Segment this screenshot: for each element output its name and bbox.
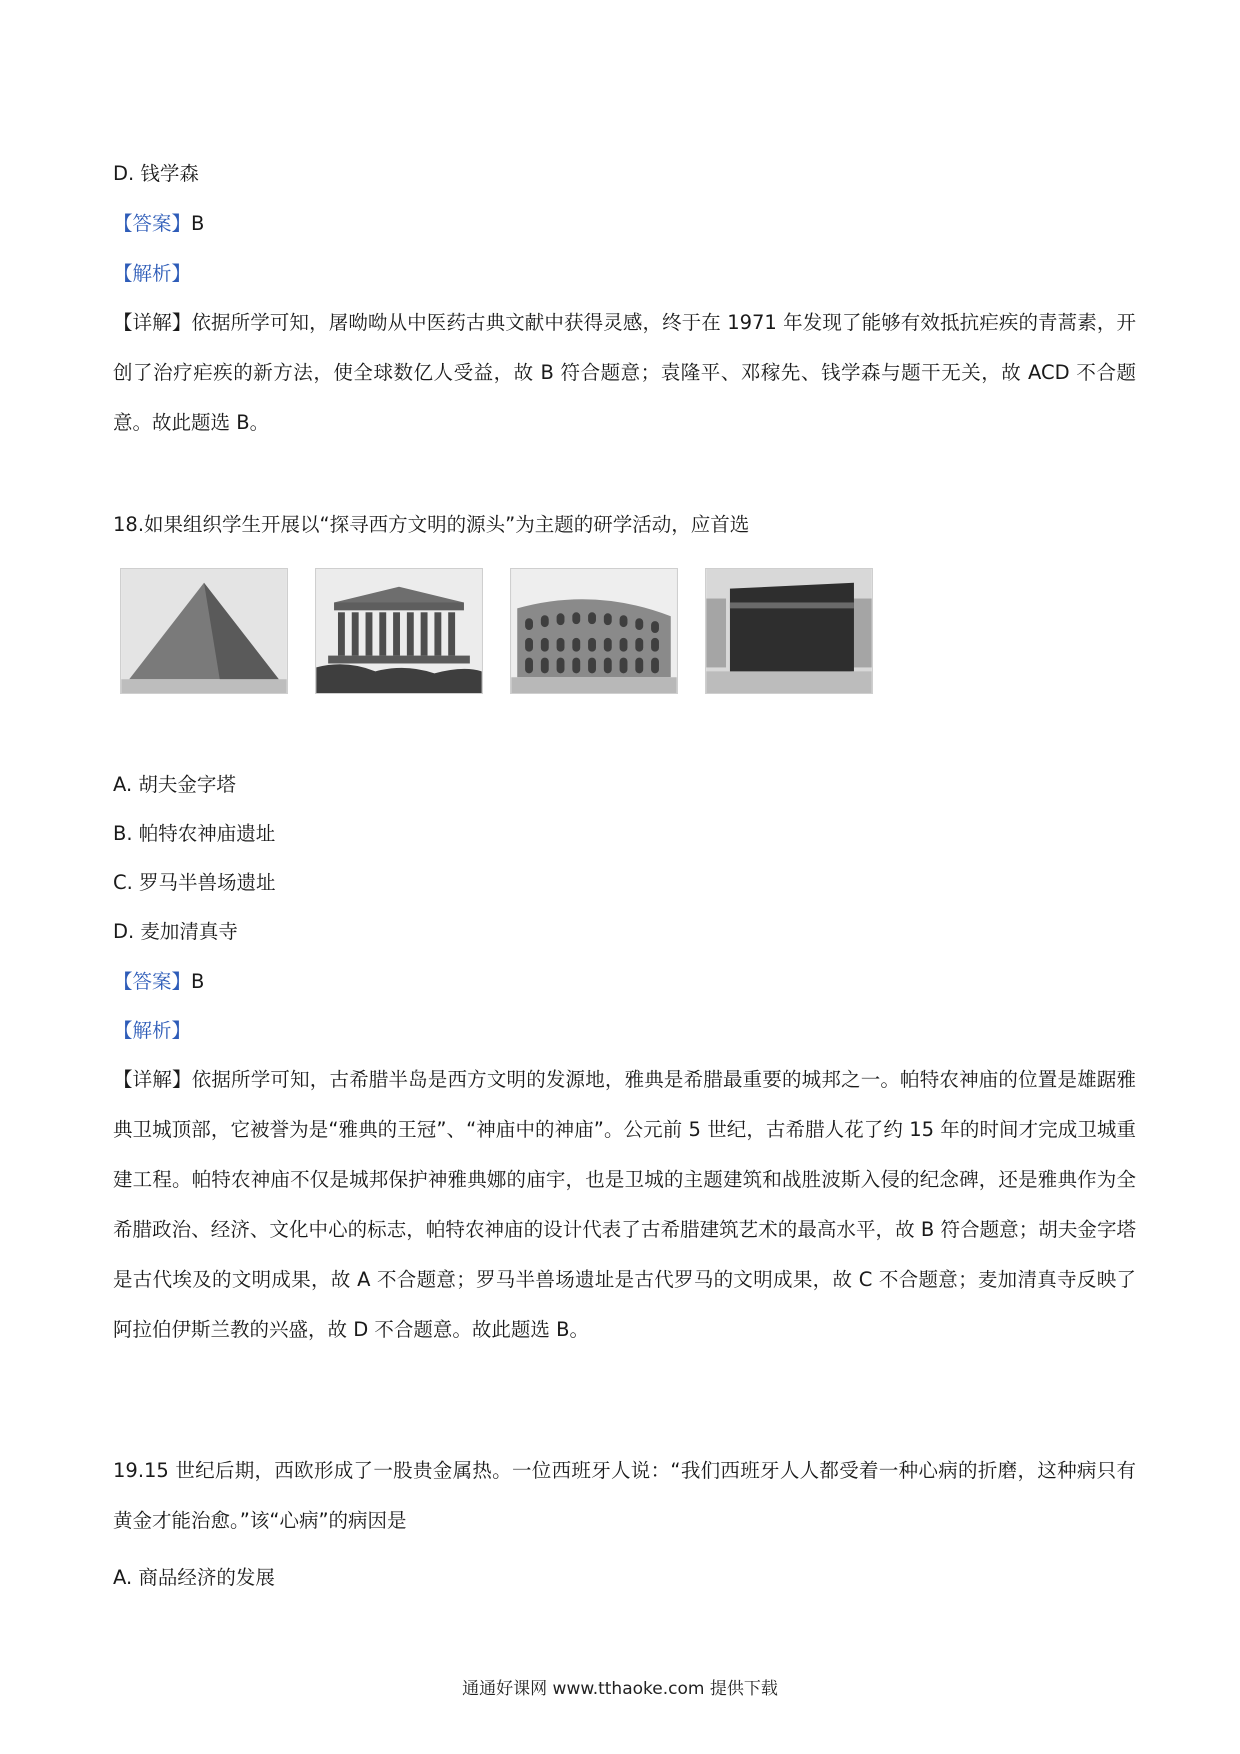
answer-value: B xyxy=(191,212,205,235)
answer-label: 【答案】 xyxy=(113,970,192,993)
parthenon-image xyxy=(315,568,483,694)
prev-detail-paragraph: 【详解】依据所学可知，屠呦呦从中医药古典文献中获得灵感，终于在 1971 年发现了能够有效抵抗疟疾的青蒿素，开创了治疗疟疾的新方法，使全球数亿人受益，故 B 符合题意；袁隆平、邓稼先、钱学森与题干无关，故 ACD 不合题意。故此题选 B。 xyxy=(113,311,1136,434)
question-18-option-d: D. 麦加清真寺 xyxy=(113,920,238,943)
prev-option-d: D. 钱学森 xyxy=(113,162,199,185)
prev-analysis-label: 【解析】 xyxy=(113,262,192,285)
question-18-option-c: C. 罗马半兽场遗址 xyxy=(113,871,276,894)
question-18-detail-paragraph: 【详解】依据所学可知，古希腊半岛是西方文明的发源地，雅典是希腊最重要的城邦之一。帕特农神庙的位置是雄踞雅典卫城顶部，它被誉为是“雅典的王冠”、“神庙中的神庙”。公元前 5 世纪，古希腊人花了约 15 年的时间才完成卫城重建工程。帕特农神庙不仅是城邦保护神雅典娜的庙宇，也是卫城的主题建筑和战胜波斯入侵的纪念碑，还是雅典作为全希腊政治、经济、文化中心的标志，帕特农神庙的设计代表了古希腊建筑艺术的最高水平，故 B 符合题意；胡夫金字塔是古代埃及的文明成果，故 A 不合题意；罗马半兽场遗址是古代罗马的文明成果，故 C 不合题意；麦加清真寺反映了阿拉伯伊斯兰教的兴盛，故 D 不合题意。故此题选 B。 xyxy=(113,1068,1136,1341)
question-18-stem: 18.如果组织学生开展以“探寻西方文明的源头”为主题的研学活动，应首选 xyxy=(113,513,750,536)
question-18-option-b: B. 帕特农神庙遗址 xyxy=(113,822,276,845)
question-18-analysis-label: 【解析】 xyxy=(113,1019,192,1042)
question-18-answer-line xyxy=(113,969,204,995)
answer-label: 【答案】 xyxy=(113,212,192,235)
question-18-option-a: A. 胡夫金字塔 xyxy=(113,773,236,796)
question-18-images xyxy=(120,568,880,696)
kaaba-image xyxy=(705,568,873,694)
question-19-option-a: A. 商品经济的发展 xyxy=(113,1566,275,1589)
pyramid-image xyxy=(120,568,288,694)
page-footer: 通通好课网 www.tthaoke.com 提供下载 xyxy=(462,1679,778,1699)
answer-value: B xyxy=(191,970,205,993)
question-19-stem: 19.15 世纪后期，西欧形成了一股贵金属热。一位西班牙人说：“我们西班牙人人都受着一种心病的折磨，这种病只有黄金才能治愈。”该“心病”的病因是 xyxy=(113,1459,1136,1532)
prev-answer-line xyxy=(113,211,204,237)
colosseum-image xyxy=(510,568,678,694)
